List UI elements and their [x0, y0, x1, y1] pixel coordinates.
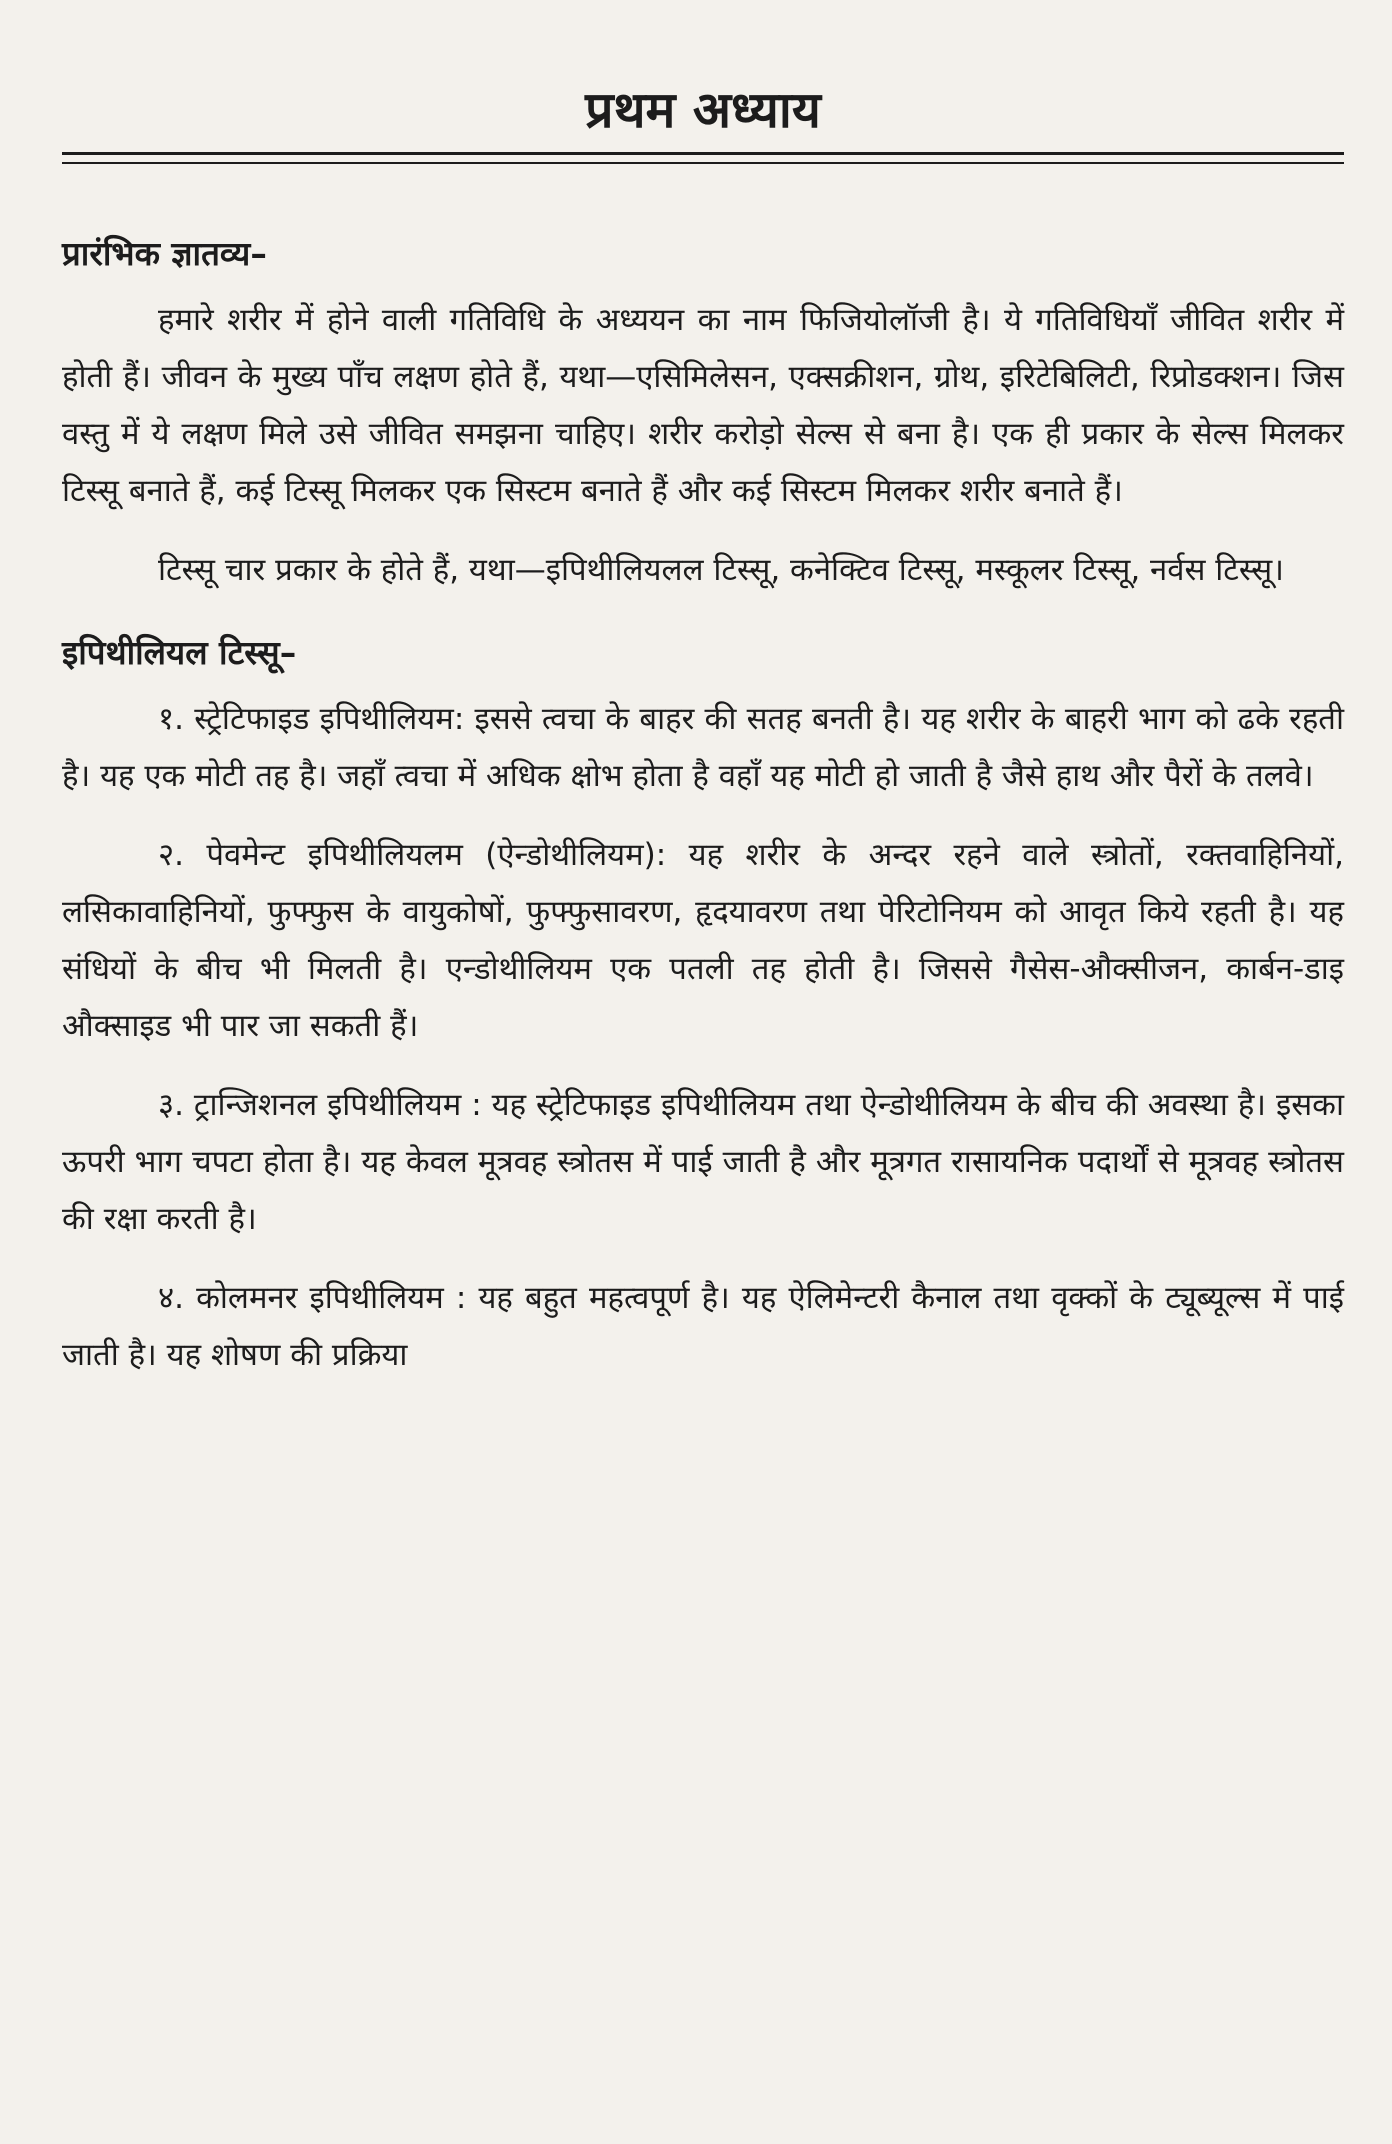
section-introduction — [62, 222, 1344, 599]
paragraph: २. पेवमेन्ट इपिथीलियलम (ऐन्डोथीलियम): यह शरीर के अन्दर रहने वाले स्त्रोतों, रक्तवाहिनियों, लसिकावाहिनियों, फुफ्फुस के वायुकोषों, फुफ्फुसावरण, हृदयावरण तथा पेरिटोनियम को आवृत किये रहती है। यह संधियों के बीच भी मिलती है। एन्डोथीलियम एक पतली तह होती है। जिससे गैसेस-औक्सीजन, कार्बन-डाइ औक्साइड भी पार जा सकती हैं। — [62, 837, 1344, 1044]
paragraph: हमारे शरीर में होने वाली गतिविधि के अध्ययन का नाम फिजियोलॉजी है। ये गतिविधियाँ जीवित शरीर में होती हैं। जीवन के मुख्य पाँच लक्षण होते हैं, यथा—एसिमिलेसन, एक्सक्रीशन, ग्रोथ, इरिटेबिलिटी, रिप्रोडक्शन। जिस वस्तु में ये लक्षण मिले उसे जीवित समझना चाहिए। शरीर करोड़ो सेल्स से बना है। एक ही प्रकार के सेल्स मिलकर टिस्सू बनाते हैं, कई टिस्सू मिलकर एक सिस्टम बनाते हैं और कई सिस्टम मिलकर शरीर बनाते हैं। — [62, 302, 1344, 509]
paragraph: ३. ट्रान्जिशनल इपिथीलियम : यह स्ट्रेटिफाइड इपिथीलियम तथा ऐन्डोथीलियम के बीच की अवस्था है। इसका ऊपरी भाग चपटा होता है। यह केवल मूत्रवह स्त्रोतस में पाई जाती है और मूत्रगत रासायनिक पदार्थों से मूत्रवह स्त्रोतस की रक्षा करती है। — [62, 1087, 1344, 1237]
chapter-title: प्रथम अध्याय — [585, 81, 821, 139]
paragraph: ४. कोलमनर इपिथीलियम : यह बहुत महत्वपूर्ण है। यह ऐलिमेन्टरी कैनाल तथा वृक्कों के ट्यूब्यूल्स में पाई जाती है। यह शोषण की प्रक्रिया — [62, 1280, 1344, 1373]
section-epithelial-tissue — [62, 621, 1344, 1384]
section-heading: प्रारंभिक ज्ञातव्य– — [62, 234, 267, 273]
book-page — [62, 0, 1344, 2144]
paragraph: टिस्सू चार प्रकार के होते हैं, यथा—इपिथीलियलल टिस्सू, कनेक्टिव टिस्सू, मस्कूलर टिस्सू, नर्वस टिस्सू। — [158, 552, 1285, 588]
section-heading: इपिथीलियल टिस्सू– — [62, 633, 297, 672]
title-double-rule — [62, 152, 1344, 164]
page-content — [62, 222, 1344, 1406]
paragraph: १. स्ट्रेटिफाइड इपिथीलियम: इससे त्वचा के बाहर की सतह बनती है। यह शरीर के बाहरी भाग को ढके रहती है। यह एक मोटी तह है। जहाँ त्वचा में अधिक क्षोभ होता है वहाँ यह मोटी हो जाती है जैसे हाथ और पैरों के तलवे। — [62, 701, 1344, 794]
